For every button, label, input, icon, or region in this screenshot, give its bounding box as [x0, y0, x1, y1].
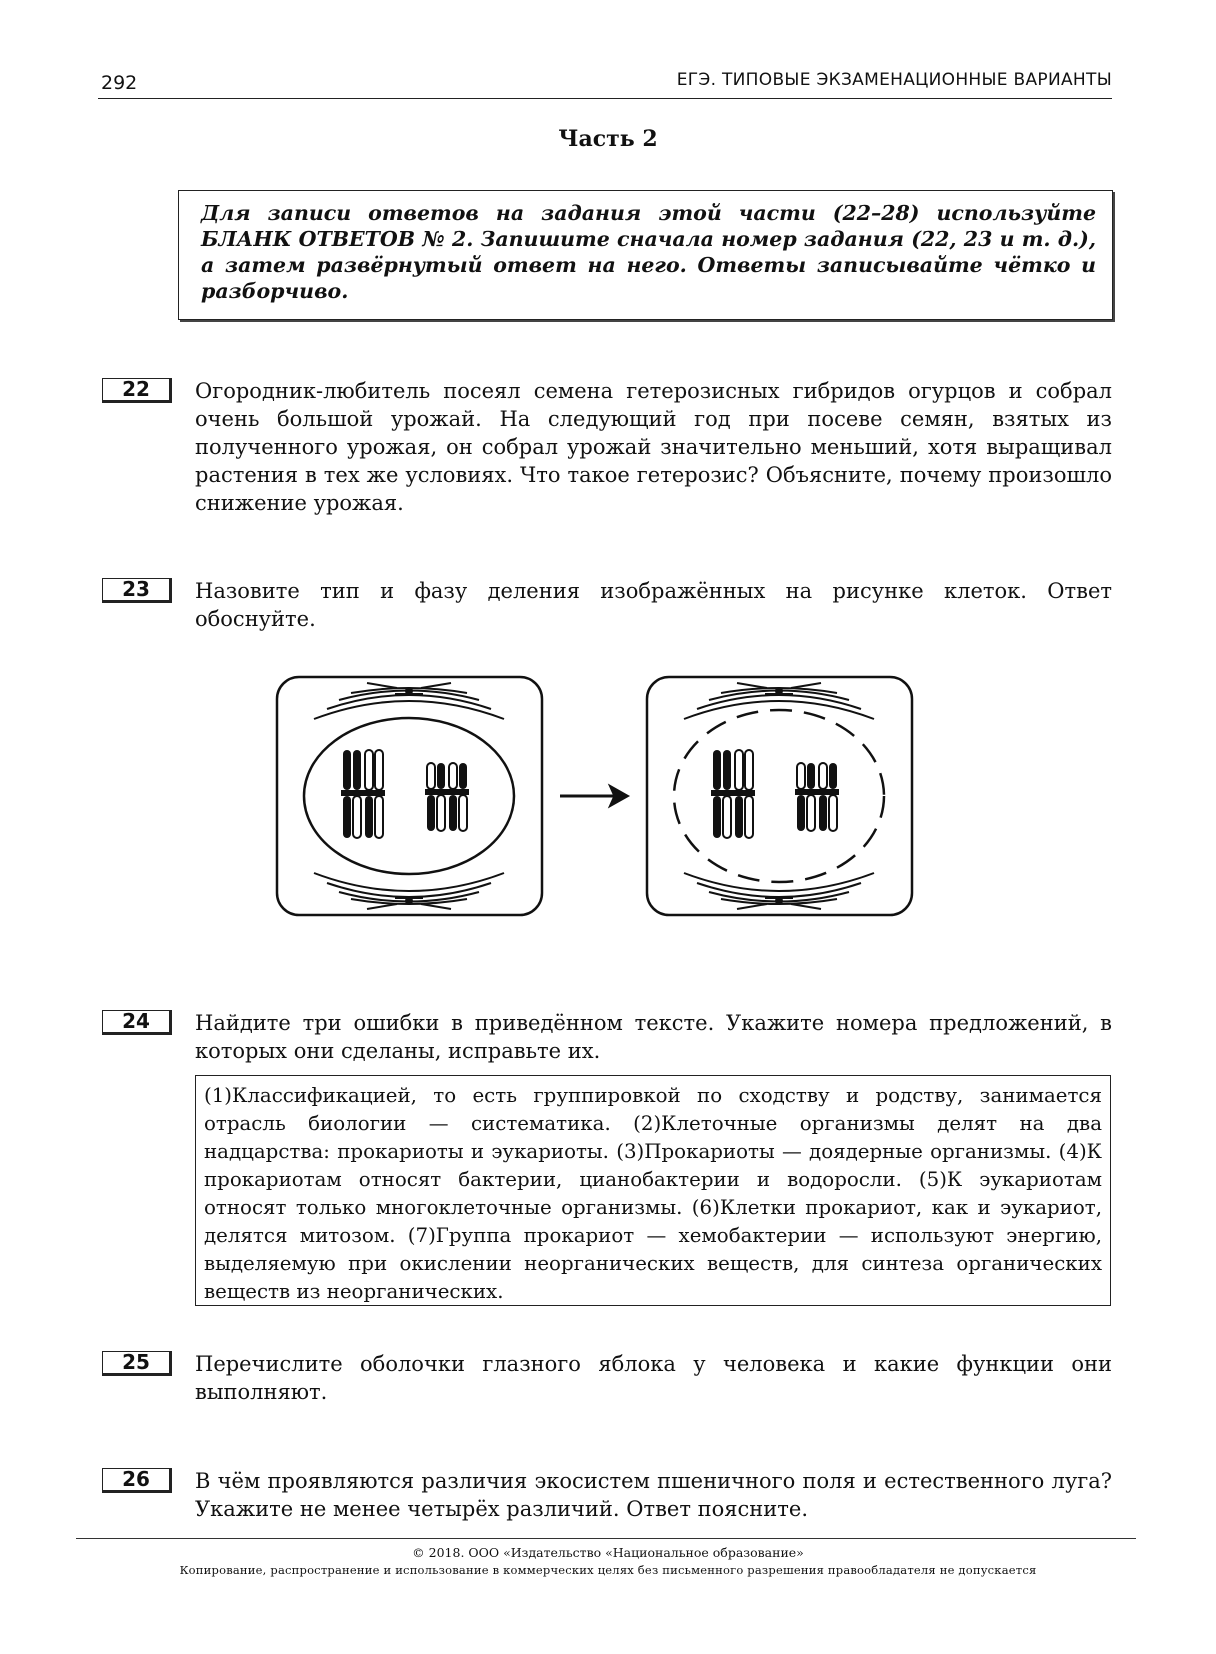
task-number-22: 22 [102, 378, 172, 403]
task-number-23: 23 [102, 578, 172, 603]
part-title: Часть 2 [558, 126, 658, 152]
task-number-25: 25 [102, 1351, 172, 1376]
footer-rule [76, 1538, 1136, 1539]
task-number-24: 24 [102, 1010, 172, 1035]
arrow [560, 787, 627, 805]
page-number: 292 [101, 72, 138, 94]
task24-passage: (1)Классификацией, то есть группировкой по сходству и родству, занимается отрасль биологии — систематика. (2)Клеточные организмы делят на два надцарства: прокариоты и эукариоты. (3)Прокариоты — доядерные организмы. (4)К прокариотам относят бактерии, цианобактерии и водоросли. (5)К эукариотам относят только многоклеточные организмы. (6)Клетки прокариот, как и эукариот, делятся митозом. (7)Группа прокариот — хемобактерии — используют энергию, выделяемую при окислении неорганических веществ, для синтеза органических веществ из неорганических. [195, 1075, 1111, 1306]
task-text-25: Перечислите оболочки глазного яблока у человека и какие функции они выполняют. [195, 1352, 1112, 1404]
cell-left [277, 677, 542, 915]
task-text-22: Огородник-любитель посеял семена гетерозисных гибридов огурцов и собрал очень большой урожай. На следующий год при посеве семян, взятых из полученного урожая, он собрал урожай значительно меньший, хотя выращивал растения в тех же условиях. Что такое гетерозис? Объясните, почему произошло снижение урожая. [195, 379, 1112, 515]
footer-legal: Копирование, распространение и использование в коммерческих целях без письменного разрешения правообладателя не допускается [179, 1563, 1037, 1577]
task-text-24: Найдите три ошибки в приведённом тексте. Укажите номера предложений, в которых они сделаны, исправьте их. [195, 1011, 1112, 1063]
running-title: ЕГЭ. ТИПОВЫЕ ЭКЗАМЕНАЦИОННЫЕ ВАРИАНТЫ [676, 70, 1112, 90]
task-number-26: 26 [102, 1468, 172, 1493]
task-text-23: Назовите тип и фазу деления изображённых на рисунке клеток. Ответ обоснуйте. [195, 579, 1112, 631]
task-text-26: В чём проявляются различия экосистем пшеничного поля и естественного луга? Укажите не менее четырёх различий. Ответ поясните. [195, 1469, 1112, 1521]
header-rule [98, 98, 1112, 99]
instructions-box: Для записи ответов на задания этой части (22–28) используйте БЛАНК ОТВЕТОВ № 2. Запишите сначала номер задания (22, 23 и т. д.), а затем развёрнутый ответ на него. Ответы записывайте чётко и разборчиво. [178, 190, 1113, 320]
cell-division-figure [275, 675, 915, 920]
cell-right [647, 677, 912, 915]
footer-copyright: © 2018. ООО «Издательство «Национальное образование» [412, 1545, 804, 1560]
